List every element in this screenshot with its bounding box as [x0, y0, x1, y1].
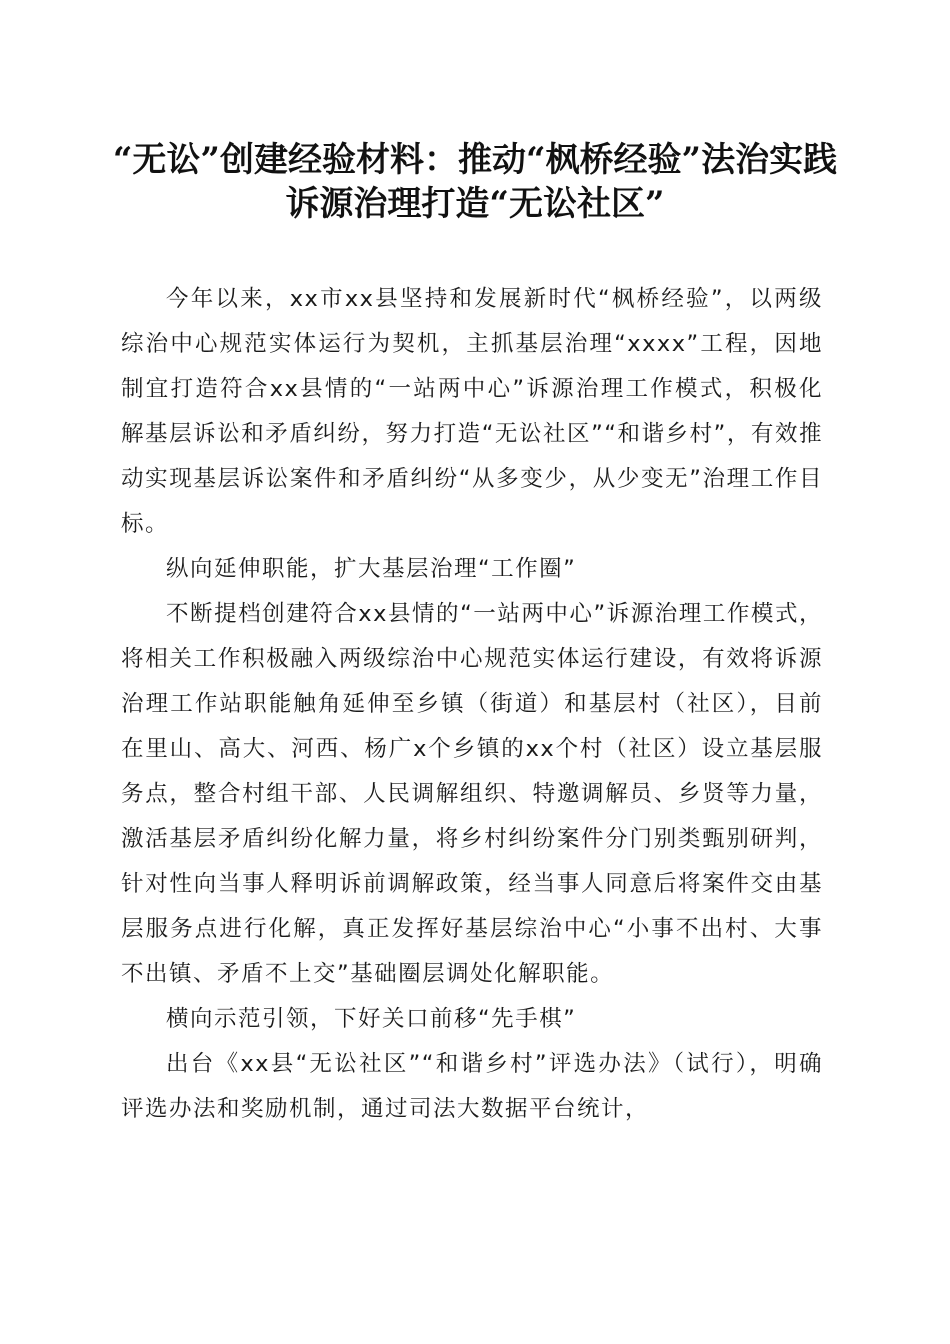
paragraph-vertical: 不断提档创建符合xx县情的“一站两中心”诉源治理工作模式，将相关工作积极融入两级综治中心规范实体运行建设，有效将诉源治理工作站职能触角延伸至乡镇（街道）和基层村（社区），目前在里山、高大、河西、杨广x个乡镇的xx个村（社区）设立基层服务点，整合村组干部、人民调解组织、特邀调解员、乡贤等力量，激活基层矛盾纠纷化解力量，将乡村纠纷案件分门别类甄别研判，针对性向当事人释明诉前调解政策，经当事人同意后将案件交由基层服务点进行化解，真正发挥好基层综治中心“小事不出村、大事不出镇、矛盾不上交”基础圈层调处化解职能。: [121, 601, 823, 987]
section-heading-horizontal: 横向示范引领，下好关口前移“先手棋”: [166, 1006, 577, 1032]
section-heading-vertical: 纵向延伸职能，扩大基层治理“工作圈”: [166, 556, 577, 582]
document-title: “无讼”创建经验材料：推动“枫桥经验”法治实践诉源治理打造“无讼社区”: [112, 140, 838, 224]
paragraph-horizontal: 出台《xx县“无讼社区”“和谐乡村”评选办法》（试行），明确评选办法和奖励机制，通过司法大数据平台统计，: [121, 1051, 823, 1122]
document-body: [121, 277, 823, 1132]
paragraph-intro: 今年以来，xx市xx县坚持和发展新时代“枫桥经验”，以两级综治中心规范实体运行为契机，主抓基层治理“xxxx”工程，因地制宜打造符合xx县情的“一站两中心”诉源治理工作模式，积极化解基层诉讼和矛盾纠纷，努力打造“无讼社区”“和谐乡村”，有效推动实现基层诉讼案件和矛盾纠纷“从多变少，从少变无”治理工作目标。: [121, 286, 823, 537]
